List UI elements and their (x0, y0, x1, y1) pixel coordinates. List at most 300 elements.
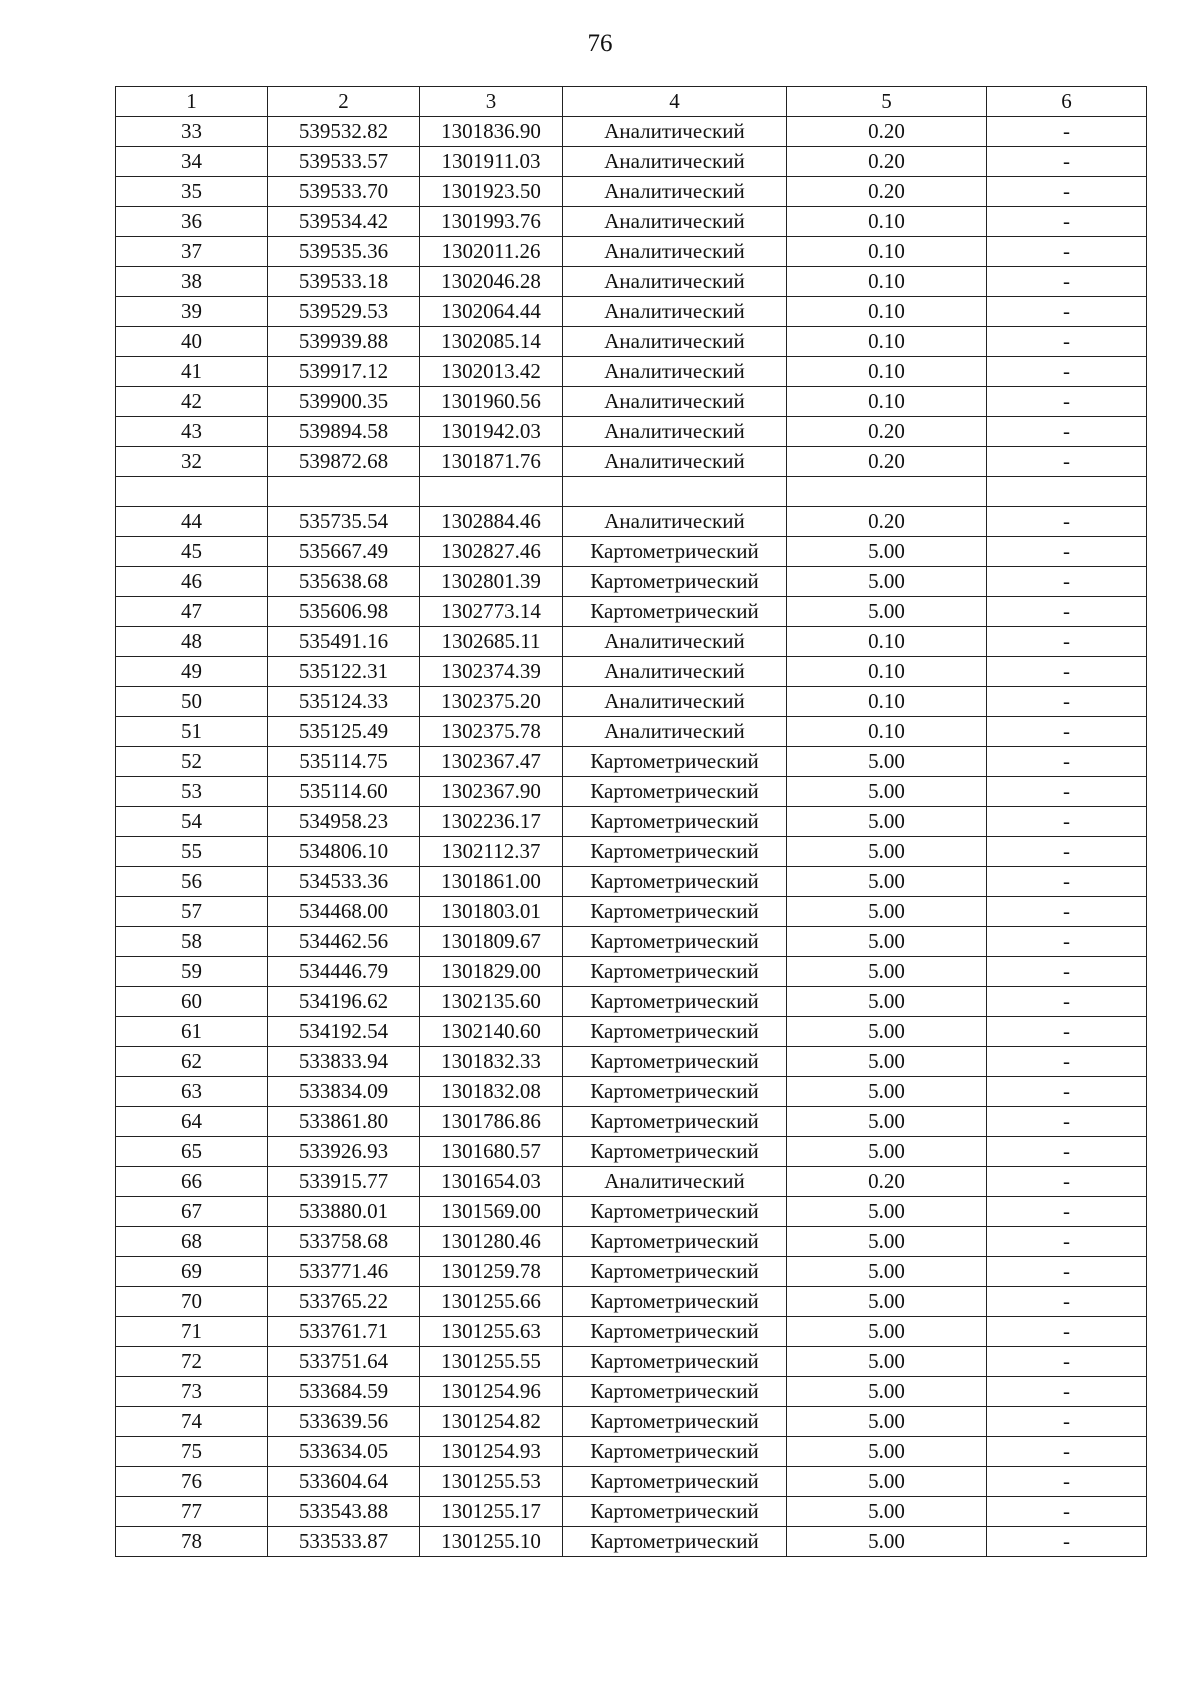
table-cell: Картометрический (563, 1197, 787, 1227)
table-row (116, 477, 1147, 507)
table-row (116, 147, 1147, 177)
table-cell: 539534.42 (268, 207, 420, 237)
table-cell: 40 (116, 327, 268, 357)
table-cell: 535735.54 (268, 507, 420, 537)
table-cell: 1302884.46 (420, 507, 563, 537)
table-cell: 5.00 (787, 747, 987, 777)
table-cell: - (987, 1107, 1147, 1137)
table-cell: 5.00 (787, 777, 987, 807)
table-cell: 62 (116, 1047, 268, 1077)
table-cell: Картометрический (563, 1407, 787, 1437)
table-cell: 0.10 (787, 267, 987, 297)
table-cell: 535114.75 (268, 747, 420, 777)
table-cell: Картометрический (563, 837, 787, 867)
table-cell: 533880.01 (268, 1197, 420, 1227)
table-cell: 0.20 (787, 1167, 987, 1197)
table-cell: 533751.64 (268, 1347, 420, 1377)
table-cell: 1301255.10 (420, 1527, 563, 1557)
table-cell: 5.00 (787, 1017, 987, 1047)
table-cell: 1302085.14 (420, 327, 563, 357)
table-cell: Картометрический (563, 1137, 787, 1167)
table-cell: - (987, 777, 1147, 807)
table-cell: - (987, 327, 1147, 357)
table-row (116, 537, 1147, 567)
table-cell: 1301786.86 (420, 1107, 563, 1137)
table-cell: 5.00 (787, 897, 987, 927)
table-cell: 539533.57 (268, 147, 420, 177)
table-row (116, 387, 1147, 417)
table-cell: - (987, 747, 1147, 777)
table-cell: 67 (116, 1197, 268, 1227)
table-cell: 1301255.66 (420, 1287, 563, 1317)
table-cell: - (987, 687, 1147, 717)
table-cell: - (987, 357, 1147, 387)
table-cell: 0.10 (787, 717, 987, 747)
table-row (116, 807, 1147, 837)
table-cell: - (987, 1377, 1147, 1407)
table-cell: 533533.87 (268, 1527, 420, 1557)
table-cell: 539532.82 (268, 117, 420, 147)
table-cell: 5.00 (787, 957, 987, 987)
table-cell: 41 (116, 357, 268, 387)
table-cell: 66 (116, 1167, 268, 1197)
column-header: 2 (268, 87, 420, 117)
table-cell: Картометрический (563, 1527, 787, 1557)
table-cell: 1301254.93 (420, 1437, 563, 1467)
table-cell: 535491.16 (268, 627, 420, 657)
table-cell: Аналитический (563, 237, 787, 267)
table-cell: 48 (116, 627, 268, 657)
table-cell: 533684.59 (268, 1377, 420, 1407)
table-cell: 534462.56 (268, 927, 420, 957)
table-cell: 1302064.44 (420, 297, 563, 327)
column-header: 3 (420, 87, 563, 117)
table-cell: Картометрический (563, 987, 787, 1017)
table-cell: 1302685.11 (420, 627, 563, 657)
table-cell: 5.00 (787, 1347, 987, 1377)
table-cell: Картометрический (563, 1287, 787, 1317)
table-body (116, 117, 1147, 1557)
table-cell: 5.00 (787, 1137, 987, 1167)
table-cell: 1302046.28 (420, 267, 563, 297)
table-cell: 64 (116, 1107, 268, 1137)
table-cell: 533833.94 (268, 1047, 420, 1077)
table-cell: - (987, 507, 1147, 537)
table-cell: 0.10 (787, 297, 987, 327)
table-cell (987, 477, 1147, 507)
table-cell: 33 (116, 117, 268, 147)
table-row (116, 927, 1147, 957)
table-cell: Картометрический (563, 897, 787, 927)
table-cell: 1302375.78 (420, 717, 563, 747)
table-cell: 535606.98 (268, 597, 420, 627)
table-cell: 5.00 (787, 1467, 987, 1497)
table-cell: - (987, 417, 1147, 447)
table-cell: 35 (116, 177, 268, 207)
table-cell: 51 (116, 717, 268, 747)
table-row (116, 1287, 1147, 1317)
table-cell: Картометрический (563, 927, 787, 957)
table-row (116, 1347, 1147, 1377)
table-cell: 539872.68 (268, 447, 420, 477)
table-cell (563, 477, 787, 507)
table-cell: 52 (116, 747, 268, 777)
table-cell: 1301654.03 (420, 1167, 563, 1197)
table-cell: 1301255.55 (420, 1347, 563, 1377)
table-row (116, 507, 1147, 537)
table-cell: 1301255.17 (420, 1497, 563, 1527)
table-row (116, 657, 1147, 687)
table-cell: 533604.64 (268, 1467, 420, 1497)
table-cell: 533861.80 (268, 1107, 420, 1137)
table-cell: Аналитический (563, 507, 787, 537)
table-cell: 534533.36 (268, 867, 420, 897)
table-cell: Аналитический (563, 297, 787, 327)
table-cell: - (987, 1047, 1147, 1077)
table-cell: 0.10 (787, 237, 987, 267)
table-cell: - (987, 537, 1147, 567)
table-cell: - (987, 927, 1147, 957)
table-cell: 59 (116, 957, 268, 987)
table-cell: 0.10 (787, 687, 987, 717)
table-cell: 539529.53 (268, 297, 420, 327)
table-cell: - (987, 1287, 1147, 1317)
table-cell: 539900.35 (268, 387, 420, 417)
table-cell: 57 (116, 897, 268, 927)
table-cell: 0.20 (787, 117, 987, 147)
table-cell: 53 (116, 777, 268, 807)
table-cell: 49 (116, 657, 268, 687)
table-cell: - (987, 1227, 1147, 1257)
table-cell: 533771.46 (268, 1257, 420, 1287)
table-cell: 1301832.08 (420, 1077, 563, 1107)
table-cell: 47 (116, 597, 268, 627)
table-cell: 65 (116, 1137, 268, 1167)
table-row (116, 627, 1147, 657)
column-header: 1 (116, 87, 268, 117)
table-row (116, 1437, 1147, 1467)
table-row (116, 1317, 1147, 1347)
table-cell: 539894.58 (268, 417, 420, 447)
table-cell: - (987, 387, 1147, 417)
table-cell: 535114.60 (268, 777, 420, 807)
table-cell: 533915.77 (268, 1167, 420, 1197)
table-row (116, 327, 1147, 357)
table-cell: 0.10 (787, 657, 987, 687)
table-cell: - (987, 147, 1147, 177)
table-cell (116, 477, 268, 507)
table-cell: Аналитический (563, 447, 787, 477)
table-cell: 5.00 (787, 987, 987, 1017)
table-cell: 535122.31 (268, 657, 420, 687)
table-row (116, 1467, 1147, 1497)
table-cell: 37 (116, 237, 268, 267)
table-cell: 43 (116, 417, 268, 447)
table-cell: 44 (116, 507, 268, 537)
table-cell: 1301254.96 (420, 1377, 563, 1407)
table-cell: 1301809.67 (420, 927, 563, 957)
column-header: 4 (563, 87, 787, 117)
table-cell: 1301942.03 (420, 417, 563, 447)
table-row (116, 687, 1147, 717)
table-cell: 539939.88 (268, 327, 420, 357)
table-cell: 533834.09 (268, 1077, 420, 1107)
table-cell: 69 (116, 1257, 268, 1287)
table-cell: 5.00 (787, 927, 987, 957)
table-cell: - (987, 1467, 1147, 1497)
table-cell: Картометрический (563, 777, 787, 807)
table-row (116, 747, 1147, 777)
table-cell: 5.00 (787, 807, 987, 837)
table-cell: 1301255.63 (420, 1317, 563, 1347)
table-cell: Картометрический (563, 1257, 787, 1287)
table-row (116, 417, 1147, 447)
table-cell: Аналитический (563, 657, 787, 687)
table-cell: 0.20 (787, 147, 987, 177)
table-cell: 1302827.46 (420, 537, 563, 567)
table-cell: 1302135.60 (420, 987, 563, 1017)
table-cell: Аналитический (563, 717, 787, 747)
table-cell: Аналитический (563, 387, 787, 417)
table-cell: - (987, 1437, 1147, 1467)
table-cell: 60 (116, 987, 268, 1017)
table-cell: Аналитический (563, 267, 787, 297)
table-cell: 1301803.01 (420, 897, 563, 927)
table-cell: 535667.49 (268, 537, 420, 567)
table-cell: 534196.62 (268, 987, 420, 1017)
table-cell: 68 (116, 1227, 268, 1257)
table-cell: 1301832.33 (420, 1047, 563, 1077)
table-cell: 1302375.20 (420, 687, 563, 717)
table-cell: 0.20 (787, 447, 987, 477)
table-cell: 34 (116, 147, 268, 177)
table-cell: 32 (116, 447, 268, 477)
table-cell: 1301680.57 (420, 1137, 563, 1167)
table-cell: 1301911.03 (420, 147, 563, 177)
table-cell: 5.00 (787, 597, 987, 627)
table-cell: - (987, 867, 1147, 897)
table-cell: Картометрический (563, 1047, 787, 1077)
table-cell: - (987, 717, 1147, 747)
column-header: 6 (987, 87, 1147, 117)
table-cell: 61 (116, 1017, 268, 1047)
table-row (116, 1527, 1147, 1557)
table-cell: Картометрический (563, 1347, 787, 1377)
table-cell: 1301259.78 (420, 1257, 563, 1287)
table-cell: 533543.88 (268, 1497, 420, 1527)
table-cell: 533634.05 (268, 1437, 420, 1467)
table-cell: 0.20 (787, 177, 987, 207)
table-cell: 1301280.46 (420, 1227, 563, 1257)
table-cell: 1302112.37 (420, 837, 563, 867)
table-row (116, 1497, 1147, 1527)
table-cell: 36 (116, 207, 268, 237)
table-cell: 5.00 (787, 1257, 987, 1287)
table-cell: - (987, 657, 1147, 687)
table-cell: 1301829.00 (420, 957, 563, 987)
table-row (116, 957, 1147, 987)
table-row (116, 1167, 1147, 1197)
table-cell: 5.00 (787, 1497, 987, 1527)
table-cell: 1301836.90 (420, 117, 563, 147)
table-cell: Картометрический (563, 1317, 787, 1347)
table-cell: - (987, 567, 1147, 597)
table-cell: 534468.00 (268, 897, 420, 927)
table-row (116, 1257, 1147, 1287)
table-cell: 5.00 (787, 1437, 987, 1467)
table-row (116, 357, 1147, 387)
table-cell: 533758.68 (268, 1227, 420, 1257)
table-cell: 1302367.90 (420, 777, 563, 807)
table-cell: - (987, 297, 1147, 327)
table-row (116, 567, 1147, 597)
table-cell: Картометрический (563, 1077, 787, 1107)
table-cell: - (987, 1137, 1147, 1167)
table-cell: Картометрический (563, 747, 787, 777)
table-cell: 0.20 (787, 507, 987, 537)
table-cell: Картометрический (563, 1107, 787, 1137)
table-cell: Картометрический (563, 597, 787, 627)
table-cell: - (987, 837, 1147, 867)
table-cell: Аналитический (563, 207, 787, 237)
table-cell: 5.00 (787, 1197, 987, 1227)
table-cell: 539917.12 (268, 357, 420, 387)
table-cell (268, 477, 420, 507)
table-cell: Аналитический (563, 357, 787, 387)
table-cell: 1301923.50 (420, 177, 563, 207)
table-cell: 38 (116, 267, 268, 297)
table-row (116, 177, 1147, 207)
table-cell: Аналитический (563, 147, 787, 177)
table-cell: - (987, 1077, 1147, 1107)
table-cell: 1302367.47 (420, 747, 563, 777)
table-cell: 535125.49 (268, 717, 420, 747)
table-row (116, 207, 1147, 237)
table-cell: 535638.68 (268, 567, 420, 597)
table-cell: 70 (116, 1287, 268, 1317)
table-cell: Картометрический (563, 867, 787, 897)
table-cell: 539533.18 (268, 267, 420, 297)
table-cell: 5.00 (787, 1377, 987, 1407)
table-cell: Аналитический (563, 1167, 787, 1197)
table-cell: 42 (116, 387, 268, 417)
table-cell: - (987, 987, 1147, 1017)
table-cell: Картометрический (563, 807, 787, 837)
table-cell: - (987, 1527, 1147, 1557)
table-cell: - (987, 807, 1147, 837)
table-row (116, 717, 1147, 747)
table-cell: 72 (116, 1347, 268, 1377)
table-cell: Картометрический (563, 1377, 787, 1407)
table-cell: 535124.33 (268, 687, 420, 717)
table-row (116, 597, 1147, 627)
table-cell (787, 477, 987, 507)
table-cell: 539535.36 (268, 237, 420, 267)
table-cell: Картометрический (563, 1017, 787, 1047)
table-cell: 1301960.56 (420, 387, 563, 417)
table-cell: - (987, 627, 1147, 657)
table-cell: 63 (116, 1077, 268, 1107)
table-cell: - (987, 1407, 1147, 1437)
table-cell: Картометрический (563, 1437, 787, 1467)
table-cell: 534446.79 (268, 957, 420, 987)
table-cell: 1301254.82 (420, 1407, 563, 1437)
table-cell: 54 (116, 807, 268, 837)
table-cell: - (987, 597, 1147, 627)
page-number: 76 (587, 30, 613, 57)
table-cell: - (987, 237, 1147, 267)
table-row (116, 837, 1147, 867)
table-cell: 5.00 (787, 1107, 987, 1137)
table-cell: 534806.10 (268, 837, 420, 867)
table-cell: 5.00 (787, 837, 987, 867)
table-row (116, 117, 1147, 147)
table-cell: 1302801.39 (420, 567, 563, 597)
table-cell: Аналитический (563, 417, 787, 447)
table-cell: Картометрический (563, 537, 787, 567)
table-cell: - (987, 207, 1147, 237)
table-cell: 0.10 (787, 627, 987, 657)
table-cell: Картометрический (563, 567, 787, 597)
table-cell: 1301255.53 (420, 1467, 563, 1497)
table-cell: 5.00 (787, 537, 987, 567)
table-cell: 0.10 (787, 387, 987, 417)
table-cell: 56 (116, 867, 268, 897)
table-cell: - (987, 1167, 1147, 1197)
table-cell: Аналитический (563, 177, 787, 207)
table-cell: 55 (116, 837, 268, 867)
table-cell: 39 (116, 297, 268, 327)
table-cell: 5.00 (787, 567, 987, 597)
table-cell: 1301871.76 (420, 447, 563, 477)
table-row (116, 987, 1147, 1017)
table-cell: 534958.23 (268, 807, 420, 837)
table-row (116, 897, 1147, 927)
table-cell: Картометрический (563, 957, 787, 987)
table-cell: - (987, 117, 1147, 147)
table-row (116, 1407, 1147, 1437)
table-cell: 75 (116, 1437, 268, 1467)
table-cell: - (987, 957, 1147, 987)
table-cell: 0.10 (787, 327, 987, 357)
table-cell: - (987, 1497, 1147, 1527)
table-row (116, 1377, 1147, 1407)
table-cell: - (987, 897, 1147, 927)
table-cell: 50 (116, 687, 268, 717)
table-cell: 1302374.39 (420, 657, 563, 687)
table-cell: 1302236.17 (420, 807, 563, 837)
table-cell: 1301993.76 (420, 207, 563, 237)
table-cell: 533926.93 (268, 1137, 420, 1167)
table-row (116, 1047, 1147, 1077)
table-row (116, 1077, 1147, 1107)
table-cell: - (987, 1197, 1147, 1227)
table-cell: 5.00 (787, 1317, 987, 1347)
table-cell: Аналитический (563, 327, 787, 357)
table-cell: - (987, 1017, 1147, 1047)
table-cell: 1302011.26 (420, 237, 563, 267)
table-cell: Картометрический (563, 1497, 787, 1527)
table-row (116, 297, 1147, 327)
table-cell: 77 (116, 1497, 268, 1527)
table-cell: 533765.22 (268, 1287, 420, 1317)
table-cell: 1302013.42 (420, 357, 563, 387)
table-cell: Картометрический (563, 1467, 787, 1497)
table-cell: 5.00 (787, 1047, 987, 1077)
table-cell: 0.10 (787, 207, 987, 237)
table-row (116, 267, 1147, 297)
table-cell: Картометрический (563, 1227, 787, 1257)
